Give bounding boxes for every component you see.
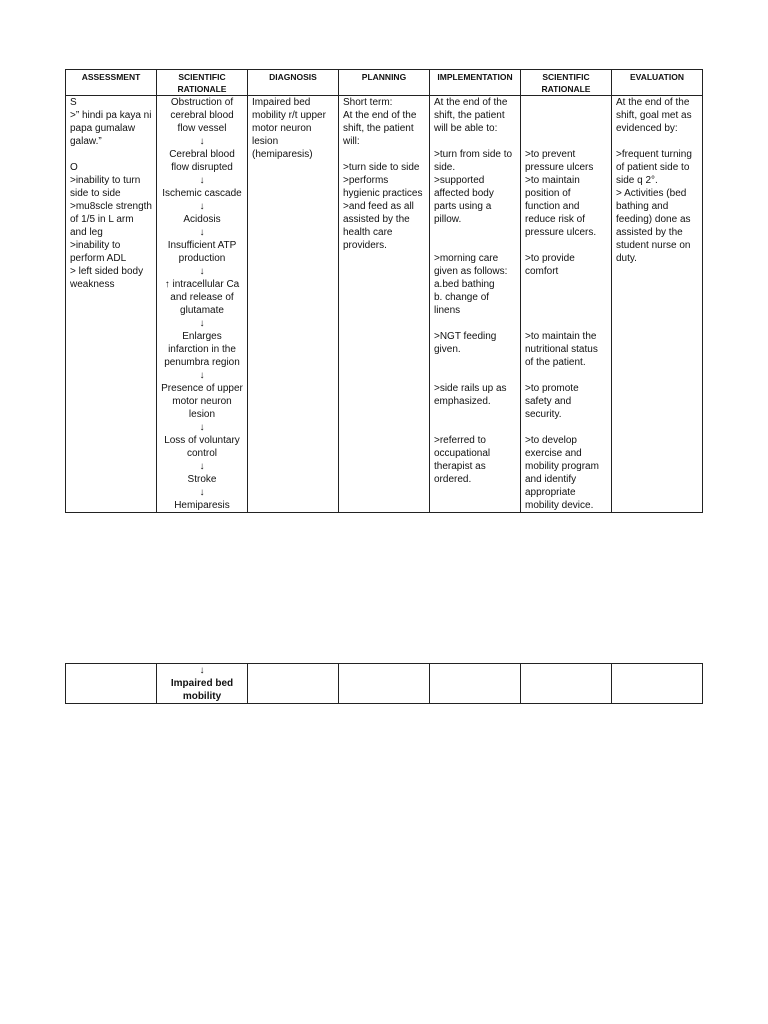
empty-cell — [521, 664, 612, 704]
diagnosis-cell: Impaired bed mobility r/t upper motor neuron lesion (hemiparesis) — [248, 96, 339, 513]
table-row — [66, 96, 703, 513]
header-row — [66, 70, 703, 96]
header-planning: PLANNING — [339, 70, 430, 96]
header-scientific-rationale-2: SCIENTIFIC RATIONALE — [521, 70, 612, 96]
header-evaluation: EVALUATION — [612, 70, 703, 96]
continuation-table — [65, 663, 703, 704]
empty-cell — [612, 664, 703, 704]
planning-cell: Short term: At the end of the shift, the patient will: >turn side to side >performs hygienic practices >and feed as all assisted by the health care providers. — [339, 96, 430, 513]
empty-cell — [248, 664, 339, 704]
table-row — [66, 664, 703, 704]
assessment-cell: S >” hindi pa kaya ni papa gumalaw galaw.” O >inability to turn side to side >mu8scle strength of 1/5 in L arm and leg >inability to perform ADL > left sided body weakness — [66, 96, 157, 513]
rationale2-cell: >to prevent pressure ulcers >to maintain position of function and reduce risk of pressure ulcers. >to provide comfort >to maintain the nutritional status of the patient. >to promote safety and security. >to develop exercise and mobility program and identify appropriate mobility device. — [521, 96, 612, 513]
continuation-text: Impaired bed mobility — [170, 678, 234, 702]
empty-cell — [339, 664, 430, 704]
evaluation-cell: At the end of the shift, goal met as evidenced by: >frequent turning of patient side to side q 2°. > Activities (bed bathing and feeding) done as assisted by the student nurse on duty. — [612, 96, 703, 513]
empty-cell — [430, 664, 521, 704]
implementation-cell: At the end of the shift, the patient will be able to: >turn from side to side. >supported affected body parts using a pillow. >morning care given as follows: a.bed bathing b. change of linens >NGT feeding given. >side rails up as emphasized. >referred to occupational therapist as ordered. — [430, 96, 521, 513]
header-diagnosis: DIAGNOSIS — [248, 70, 339, 96]
rationale-continuation-cell — [157, 664, 248, 704]
header-scientific-rationale: SCIENTIFIC RATIONALE — [157, 70, 248, 96]
empty-cell — [66, 664, 157, 704]
down-arrow-icon: ↓ — [199, 665, 205, 676]
rationale-cell: Obstruction of cerebral blood flow vessel ↓ Cerebral blood flow disrupted ↓ Ischemic cascade ↓ Acidosis ↓ Insufficient ATP production ↓ ↑ intracellular Ca and release of glutamate ↓ Enlarges infarction in the penumbra region ↓ Presence of upper motor neuron lesion ↓ Loss of voluntary control ↓ Stroke ↓ Hemiparesis — [157, 96, 248, 513]
header-assessment: ASSESSMENT — [66, 70, 157, 96]
ncp-table — [65, 69, 703, 513]
header-implementation: IMPLEMENTATION — [430, 70, 521, 96]
